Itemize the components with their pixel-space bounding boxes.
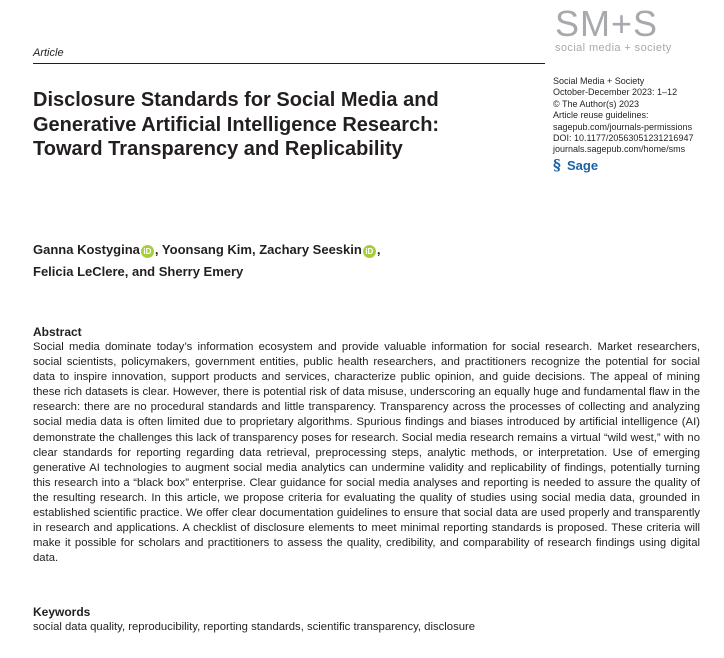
abstract-heading: Abstract [33, 325, 82, 339]
journal-logo-subtitle: social media + society [555, 42, 672, 54]
author-name: Felicia LeClere [33, 263, 125, 279]
author-separator: , [376, 242, 381, 257]
author-name: Sherry Emery [158, 263, 244, 279]
meta-journal: Social Media + Society [553, 76, 645, 86]
author-name: Zachary Seeskin [259, 242, 362, 257]
author-separator: , [251, 242, 260, 257]
article-type-label: Article [33, 47, 64, 59]
author-separator: , and [124, 263, 159, 279]
author-list [33, 239, 503, 282]
meta-copyright: © The Author(s) 2023 [553, 98, 640, 109]
journal-logo-mark: SM+S [555, 3, 659, 44]
author-separator: , [154, 242, 162, 257]
publisher-name: Sage [567, 157, 599, 173]
abstract-text: Social media dominate today’s information ecosystem and provide valuable information for social research. Market researchers, social scientists, policymakers, government entities, public health researchers, and practitioners recognize the potential for social data to inspire innovation, support products and services, characterize public opinion, and guide decisions. The appeal of mining these rich datasets is clear. However, there is potential risk of data misuse, underscoring an equally huge and fundamental flaw in the research: there are no procedural standards and little transparency. Transparency across the processes of collecting and analyzing social media data is often limited due to proprietary algorithms. Spurious findings and biases introduced by artificial intelligence (AI) demonstrate the challenges this lack of transparency poses for research. Social media research remains a virtual “wild west,” with no clear standards for reporting regarding data retrieval, preprocessing steps, analytic methods, or interpretation. Use of emerging generative AI technologies to augment social media analytics can undermine validity and replicability of findings, potentially turning this research into a “black box” enterprise. Clear guidance for social media analyses and reporting is needed to assure the quality of the resulting research. In this article, we propose criteria for evaluating the quality of studies using social media data, grounded in established scientific practice. We offer clear documentation guidelines to ensure that social data are used properly and transparently in research and applications. A checklist of disclosure elements to meet minimal reporting standards is proposed. These criteria will make it possible for scholars and practitioners to assess the quality, credibility, and comparability of research findings using digital data. [33, 341, 700, 565]
author-name: Yoonsang Kim [161, 242, 252, 257]
journal-logo [555, 4, 695, 54]
header-rule [33, 63, 545, 64]
sage-logo-icon: § [553, 155, 561, 174]
orcid-icon[interactable]: iD [141, 245, 154, 258]
author-name: Ganna Kostygina [33, 242, 140, 257]
meta-issue: October-December 2023: 1–12 [553, 87, 678, 98]
publisher-logo [553, 155, 723, 174]
meta-reuse-link[interactable]: sagepub.com/journals-permissions [553, 121, 693, 132]
article-meta [553, 76, 723, 173]
meta-doi[interactable]: DOI: 10.1177/20563051231216947 [553, 133, 694, 144]
meta-journal-link[interactable]: journals.sagepub.com/home/sms [553, 144, 686, 155]
keywords-text: social data quality, reproducibility, reporting standards, scientific transparency, disclosure [33, 621, 476, 633]
article-title: Disclosure Standards for Social Media and Generative Artificial Intelligence Research: Toward Transparency and Replicability [33, 89, 440, 161]
keywords-heading: Keywords [33, 605, 91, 619]
orcid-icon[interactable]: iD [363, 245, 376, 258]
meta-reuse-label: Article reuse guidelines: [553, 110, 649, 121]
